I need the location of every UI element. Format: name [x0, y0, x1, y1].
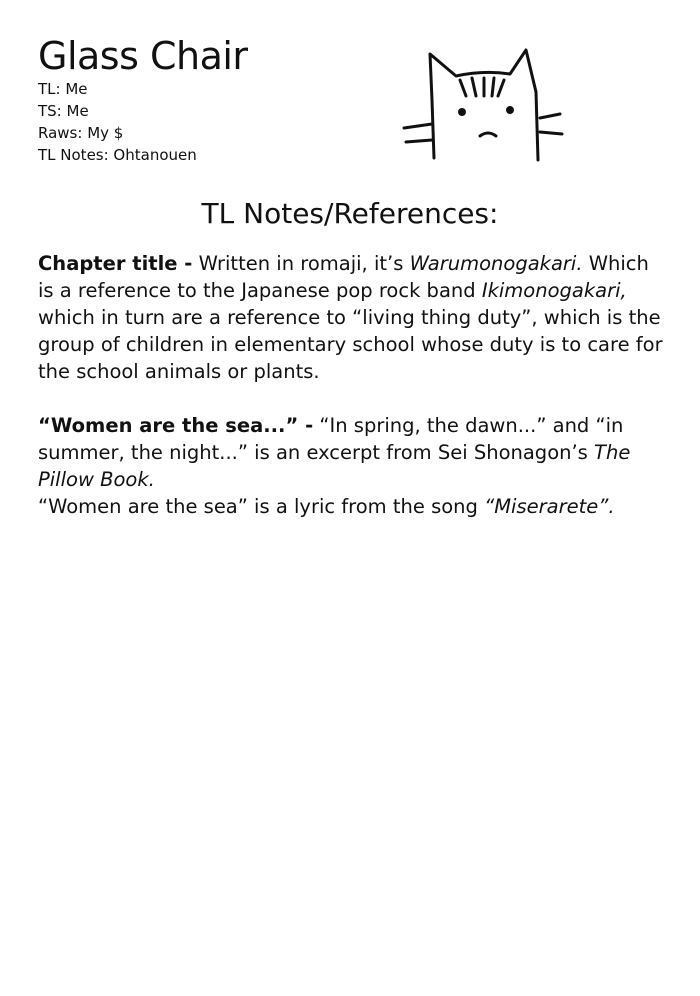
- note-women-are-the-sea: [38, 412, 666, 520]
- credits-block: [38, 34, 368, 166]
- note-text: “Women are the sea” is a lyric from the song: [38, 495, 485, 518]
- note-text: which in turn are a reference to “living thing duty”, which is the group of children in elementary school whose duty is to care for the school animals or plants.: [38, 306, 663, 383]
- note-text: Written in romaji, it’s: [192, 252, 410, 275]
- note-chapter-title: [38, 250, 666, 385]
- notes-heading: TL Notes/References:: [201, 197, 499, 230]
- cat-face-icon: [398, 40, 570, 168]
- note-term: “Women are the sea...” -: [38, 414, 314, 437]
- note-italic: Ikimonogakari,: [481, 279, 627, 302]
- note-text: Which is a reference to the Japanese pop rock band: [38, 252, 649, 302]
- group-title: Glass Chair: [38, 34, 248, 78]
- credit-tl-notes: TL Notes: Ohtanouen: [38, 146, 197, 164]
- credit-translator: TL: Me: [38, 80, 88, 98]
- credit-raws: Raws: My $: [38, 124, 124, 142]
- note-text: “In spring, the dawn...” and “in summer, the night...” is an excerpt from Sei Shonagon’s: [38, 414, 624, 464]
- credit-typesetter: TS: Me: [38, 102, 89, 120]
- note-italic: Warumonogakari.: [409, 252, 583, 275]
- note-term: Chapter title -: [38, 252, 193, 275]
- note-italic: The Pillow Book.: [38, 441, 631, 491]
- notes-body: [38, 250, 666, 547]
- note-italic: “Miserarete”.: [484, 495, 615, 518]
